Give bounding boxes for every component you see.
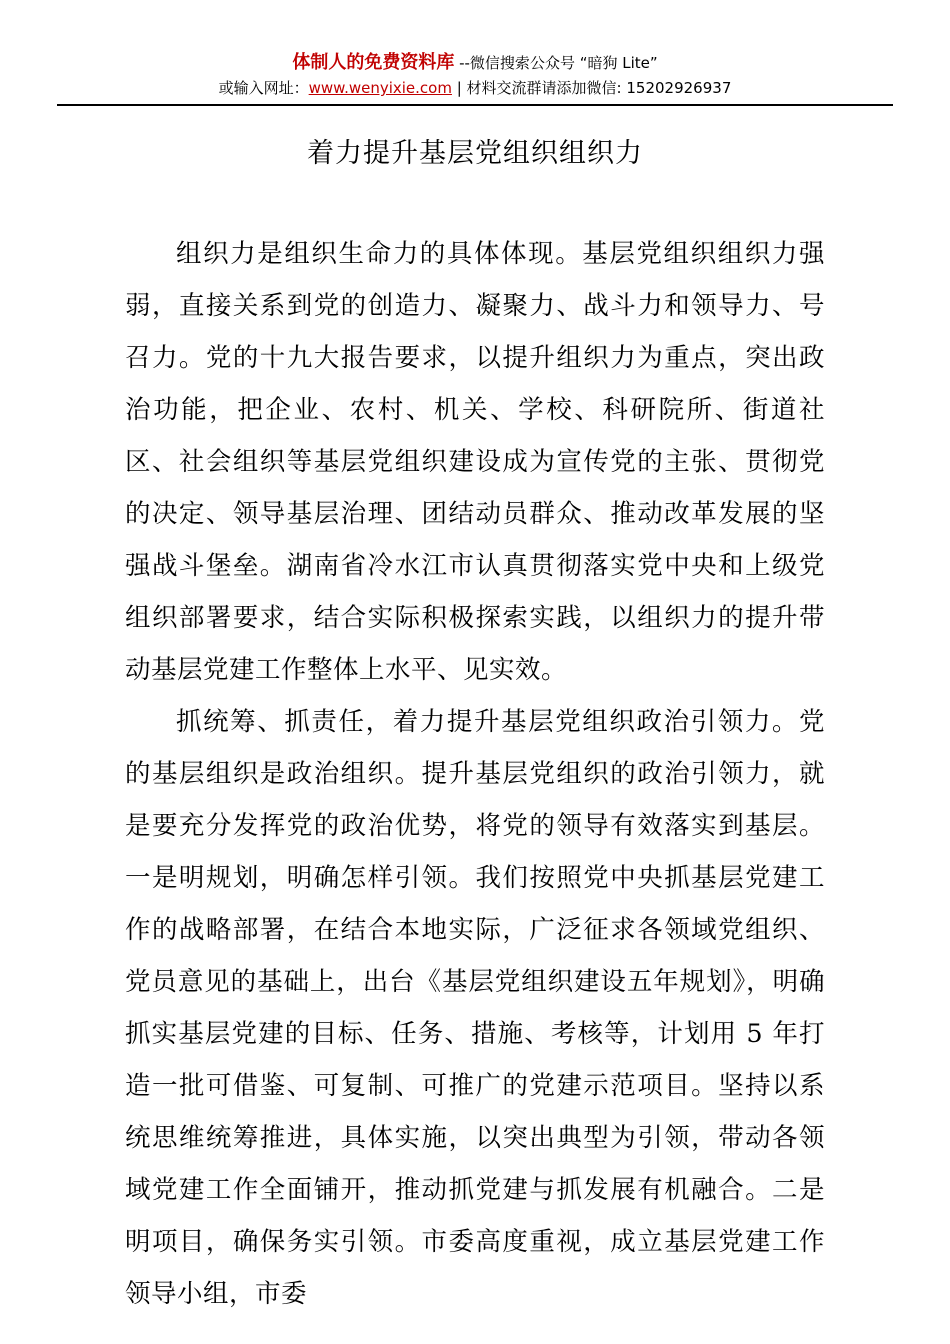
banner-subtitle-text: --微信搜索公众号 “暗狗 Lite” <box>454 54 658 72</box>
banner-divider <box>57 104 893 106</box>
paragraph: 组织力是组织生命力的具体体现。基层党组织组织力强弱，直接关系到党的创造力、凝聚力、战斗力和领导力、号召力。党的十九大报告要求，以提升组织力为重点，突出政治功能，把企业、农村、机关、学校、科研院所、街道社区、社会组织等基层党组织建设成为宣传党的主张、贯彻党的决定、领导基层治理、团结动员群众、推动改革发展的坚强战斗堡垒。湖南省冷水江市认真贯彻落实党中央和上级党组织部署要求，结合实际积极探索实践，以组织力的提升带动基层党建工作整体上水平、见实效。 <box>125 239 825 686</box>
banner-url-link[interactable]: www.wenyixie.com <box>308 79 452 97</box>
banner-title-text: 体制人的免费资料库 <box>292 52 455 73</box>
paragraph: 抓统筹、抓责任，着力提升基层党组织政治引领力。党的基层组织是政治组织。提升基层党组织的政治引领力，就是要充分发挥党的政治优势，将党的领导有效落实到基层。一是明规划，明确怎样引领。我们按照党中央抓基层党建工作的战略部署，在结合本地实际，广泛征求各领域党组织、党员意见的基础上，出台《基层党组织建设五年规划》，明确抓实基层党建的目标、任务、措施、考核等，计划用 5 年打造一批可借鉴、可复制、可推广的党建示范项目。坚持以系统思维统筹推进，具体实施，以突出典型为引领，带动各领域党建工作全面铺开，推动抓党建与抓发展有机融合。二是明项目，确保务实引领。市委高度重视，成立基层党建工作领导小组，市委 <box>125 707 825 1310</box>
promo-banner <box>57 0 893 106</box>
document-body <box>125 192 825 1320</box>
banner-line-2 <box>57 78 893 98</box>
banner-url-prefix: 或输入网址： <box>218 79 309 97</box>
banner-contact-text: | 材料交流群请添加微信: 15202926937 <box>451 79 732 97</box>
banner-line-1 <box>57 52 893 74</box>
page-title: 着力提升基层党组织组织力 <box>307 138 643 169</box>
